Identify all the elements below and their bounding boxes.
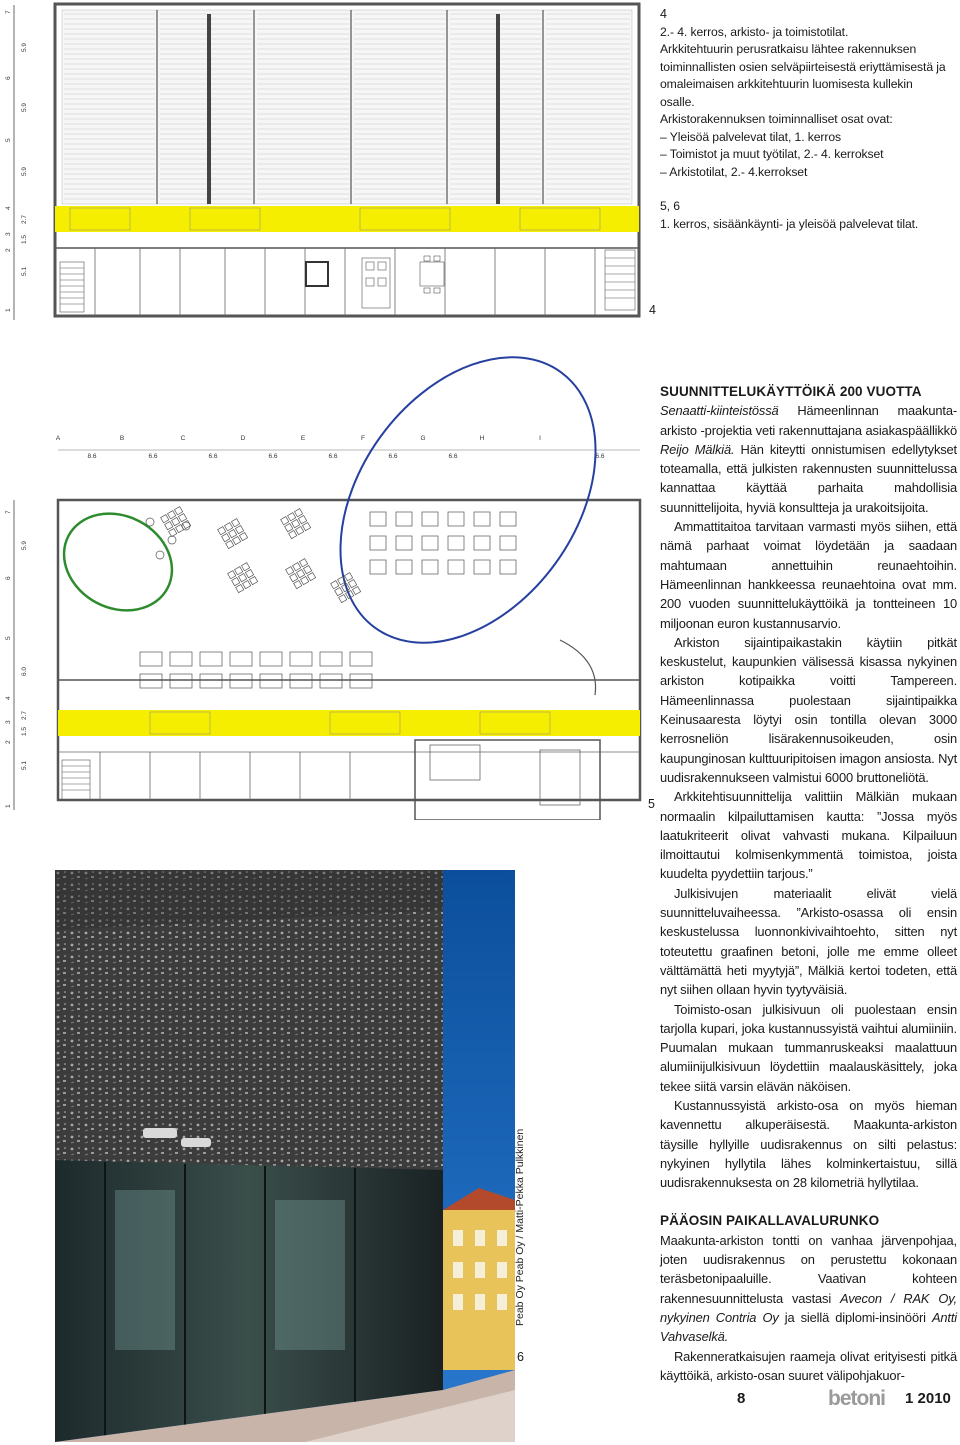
grid-dim: 6.6 (388, 453, 398, 460)
caption-list-item: – Arkistotilat, 2.- 4.kerrokset (660, 164, 950, 182)
row-dim: 1.5 (21, 726, 28, 736)
photo-credit-text: Peab Oy Peab Oy / Matti-Pekka Pulkkinen (514, 1128, 526, 1326)
magazine-logo: betoni (828, 1387, 885, 1410)
issue-number: 1 2010 (905, 1390, 951, 1407)
caption-list-item: – Yleisöä palvelevat tilat, 1. kerros (660, 129, 950, 147)
grid-dim: 6.6 (208, 453, 218, 460)
grid-letter-b: B (119, 435, 125, 442)
row-number-1: 1 (5, 804, 12, 808)
grid-letter-d: D (240, 435, 246, 442)
row-dim: 2.7 (21, 710, 28, 720)
plan-top-col-5: 5 (5, 138, 12, 142)
plan-top-dim-59b: 5.9 (21, 102, 28, 112)
figure-side-number-4: 4 (649, 303, 656, 317)
page-number: 8 (737, 1390, 746, 1407)
photo-credit (512, 1128, 532, 1350)
plan-top-col-1: 1 (5, 308, 12, 312)
grid-letter-c: C (180, 435, 186, 442)
caption-para1: Arkkitehtuurin perusratkaisu lähtee rakennuksen toiminnallisten osien selväpiirteisestä eriyttämisestä ja omaleimaisen arkkitehtuurin luomisesta kullekin osalle. (660, 42, 946, 109)
plan-top-dim-59c: 5.9 (21, 166, 28, 176)
floor-plan-archive-offices (0, 0, 650, 330)
row-number-3: 3 (5, 720, 12, 724)
plan-top-col-7: 7 (5, 10, 12, 14)
caption-heading: 2.- 4. kerros, arkisto- ja toimistotilat. (660, 24, 849, 39)
row-number-2: 2 (5, 740, 12, 744)
plan-top-dim-51: 5.1 (21, 266, 28, 276)
grid-letter-f: F (361, 435, 365, 442)
building-facade-photo (55, 870, 515, 1442)
article-paragraph-8: Maakunta-arkiston tontti on vanhaa järvenpohjaa, joten uudisrakennus on perustettu kokonaan teräsbetonipaaluille. Vaativan kohteen rakennesuunnittelusta vastasi Avecon / RAK Oy, nykyinen Contria Oy ja siellä diplomi-insinööri Antti Vahvaselkä. (660, 1232, 957, 1345)
plan-top-dim-15: 1.5 (21, 234, 28, 244)
article-paragraph-9: Rakenneratkaisujen raameja olivat erityisesti pitkä käyttöikä, arkisto-osan suuret välipohjakuor- (660, 1348, 957, 1383)
article-paragraph-6: Toimisto-osan julkisivuun oli puolestaan ensin tarjolla kupari, joka kustannussyistä vaihtui alumiiniin. Puumalan mukaan tummanruskeaksi maalattuun alumiinijulkisivuun löydettiin maalauskäsittely, joka tekee siitä varsin elävän näköisen. (660, 1001, 957, 1094)
article-paragraph-4: Arkkitehtisuunnittelija valittiin Mälkiän mukaan normaalin kilpailuttamisen kautta: ”Jossa myös laatukriteerit olivat vahvasti mukana. Kilpailuun ilmoittautui kolmisenkymmentä toimistoa, joista kuudelta pyydettiin tarjous.” (660, 789, 957, 882)
figure-number-5: 5 (648, 797, 655, 811)
article-paragraph-2: Ammattitaitoa tarvitaan varmasti myös siihen, että nämä parhaat voimat löydetään ja saadaan mahtumaan annettuihin reunaehtoihin. Hämeenlinnan hankkeessa reunaehtoina ovat mm. 200 vuoden suunnittelukäyttöikä ja tontteineen 10 miljoonan euron kustannusarvio. (660, 519, 957, 631)
article-heading-2: PÄÄOSIN PAIKALLAVALURUNKO (660, 1213, 880, 1229)
public-area-blue-ellipse (288, 340, 648, 691)
grid-dim: 8.6 (87, 453, 97, 460)
plan-top-col-6: 6 (5, 76, 12, 80)
corridor-band-bottom (58, 710, 640, 736)
grid-letter-h: H (479, 435, 485, 442)
row-number-5: 5 (5, 636, 12, 640)
public-area-green-ellipse (47, 495, 189, 629)
article-paragraph-5: Julkisivujen materiaalit elivät vielä suunnitteluvaiheessa. ”Arkisto-osassa oli ensin keskustelussa luonnonkivivaihtoehto, sitten nyt toteutettu graafinen betoni, jolle me emme olleet välttämättä heti myytyjä”, Mälkiä kertoi todeten, että nyt siihen ollaan hyvin tyytyväisiä. (660, 885, 957, 998)
article-column (660, 382, 957, 1385)
plan-top-col-3: 3 (5, 232, 12, 236)
grid-dim: 6.6 (595, 453, 605, 460)
grid-letter-i: I (539, 435, 541, 442)
article-heading-1: SUUNNITTELUKÄYTTÖIKÄ 200 VUOTTA (660, 384, 922, 399)
grid-letter-g: G (420, 435, 426, 442)
plan-top-dim-27: 2.7 (21, 214, 28, 224)
grid-dim: 6.6 (448, 453, 458, 460)
floor-plan-ground-floor (0, 340, 650, 820)
row-dim: 6.0 (21, 666, 28, 676)
row-number-6: 6 (5, 576, 12, 580)
caption-para2: Arkistorakennuksen toiminnalliset osat ovat: (660, 112, 893, 126)
figure-number-6: 6 (517, 1350, 524, 1364)
plan-top-col-2: 2 (5, 248, 12, 252)
article-paragraph-3: Arkiston sijaintipaikastakin käytiin pitkät keskustelut, kaupunkien välisessä kisassa nykyinen arkiston kotipaikka voitti Tampereen. Hämeenlinnassa puolestaan sijaintipaikka Keinusaaresta löytyi osin tontilla olevan 3000 kerrosneliön lisärakennusoikeuden, osin kaupunginosan kulttuuripitoisen imagon ansiosta. Nyt uudisrakennukseen valmistui 6000 bruttoneliötä. (660, 634, 957, 785)
row-dim: 5.1 (21, 760, 28, 770)
caption-fig56-number: 5, 6 (660, 199, 680, 213)
article-paragraph-1: Senaatti-kiinteistössä Hämeenlinnan maakunta-arkisto -projektia veti rakennuttajana asiakaspäällikkö Reijo Mälkiä. Hän kiteytti onnistumisen edellytykset toteamalla, että julkisten rakennusten suunnittelussa kannattaa käyttää parhaita mahdollisia suunnittelijoita, hyviä konsultteja ja urakoitsijoita. (660, 403, 957, 515)
article-paragraph-7: Kustannussyistä arkisto-osa on myös hieman kavennettu alkuperäisestä. Maakunta-arkiston täysille hyllyille uudisrakennus on silti pelastus: nykyinen hyllytila lähes kolminkertaistuu, sillä uudisrakennuksesta on 28 kilometriä hyllytilaa. (660, 1097, 957, 1191)
caption-list-item: – Toimistot ja muut työtilat, 2.- 4. kerrokset (660, 146, 950, 164)
plan-top-col-4: 4 (5, 206, 12, 210)
grid-dim: 6.6 (328, 453, 338, 460)
caption-fig56-text: 1. kerros, sisäänkäynti- ja yleisöä palvelevat tilat. (660, 216, 919, 231)
figure-caption-block (660, 6, 950, 233)
row-number-4: 4 (5, 696, 12, 700)
corridor-band-top (55, 206, 639, 232)
row-number-7: 7 (5, 510, 12, 514)
grid-letter-a: A (55, 435, 61, 442)
figure-number-4: 4 (660, 7, 667, 21)
grid-letter-e: E (300, 435, 306, 442)
row-dim: 5.9 (21, 540, 28, 550)
grid-dim: 6.6 (268, 453, 278, 460)
grid-dim: 6.6 (148, 453, 158, 460)
plan-top-dim-59a: 5.9 (21, 42, 28, 52)
